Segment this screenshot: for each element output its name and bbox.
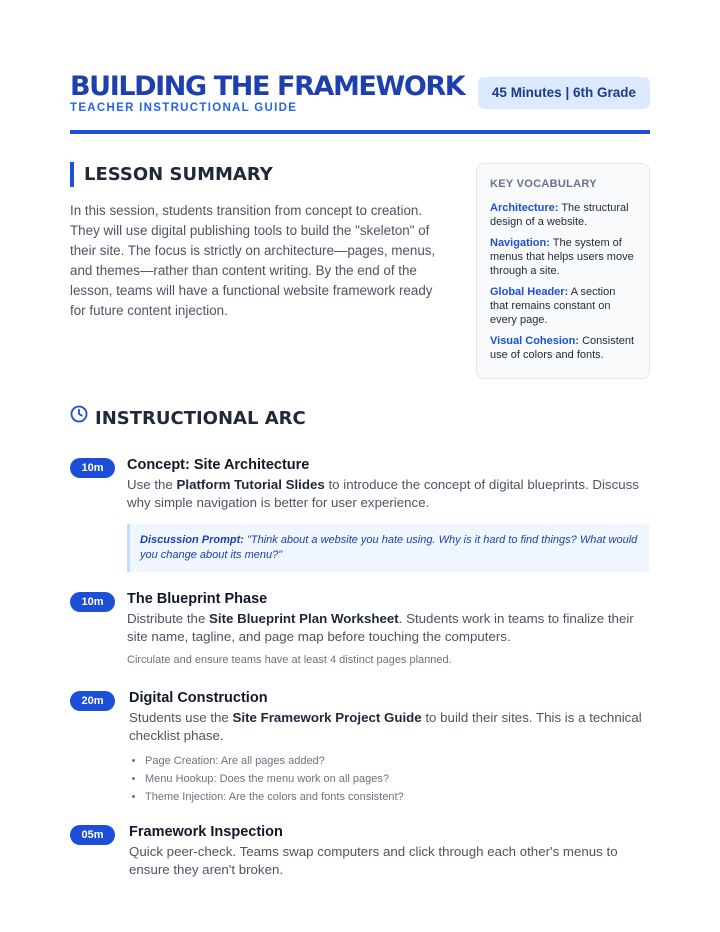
key-vocabulary-panel xyxy=(476,163,650,379)
time-pill: 10m xyxy=(70,592,115,612)
instructional-arc-title: INSTRUCTIONAL ARC xyxy=(95,408,306,429)
vocabulary-definition: Consistent use of colors and fonts. xyxy=(490,335,635,361)
vocabulary-definition: A section that remains constant on every page. xyxy=(490,286,616,326)
checklist-item: • Menu Hookup: Does the menu work on all pages? xyxy=(145,770,650,788)
step-description: Use the Platform Tutorial Slides to introduce the concept of digital blueprints. Discuss why simple navigation is better for user experience. xyxy=(127,477,639,510)
page-header xyxy=(70,72,650,134)
page-title: BUILDING THE FRAMEWORK xyxy=(70,71,465,102)
resource-name: Site Framework Project Guide xyxy=(232,710,422,725)
step-heading: Concept: Site Architecture xyxy=(127,457,310,473)
step-heading: Digital Construction xyxy=(129,690,268,706)
duration-grade-badge: 45 Minutes | 6th Grade xyxy=(478,77,650,109)
clock-icon xyxy=(70,405,88,431)
checklist xyxy=(129,752,650,806)
step-description: Distribute the Site Blueprint Plan Worksheet. Students work in teams to finalize their site name, tagline, and page map before touching the computers. xyxy=(127,611,634,644)
vocabulary-item xyxy=(490,285,636,327)
vocabulary-definition: The system of menus that helps users move through a site. xyxy=(490,237,634,277)
time-pill: 20m xyxy=(70,691,115,711)
step-body xyxy=(127,590,650,668)
page-subtitle: TEACHER INSTRUCTIONAL GUIDE xyxy=(70,102,298,114)
discussion-prompt xyxy=(127,524,649,572)
vocabulary-definition: The structural design of a website. xyxy=(490,202,629,228)
checklist-item: • Theme Injection: Are the colors and fonts consistent? xyxy=(145,788,650,806)
vocabulary-item xyxy=(490,334,636,362)
resource-name: Site Blueprint Plan Worksheet xyxy=(209,611,399,626)
step-body xyxy=(129,823,650,879)
step-heading: The Blueprint Phase xyxy=(127,591,268,607)
resource-name: Platform Tutorial Slides xyxy=(176,477,325,492)
vocabulary-title: KEY VOCABULARY xyxy=(490,178,597,190)
instructional-arc-heading xyxy=(70,406,306,432)
step-note: Circulate and ensure teams have at least 4 distinct pages planned. xyxy=(127,654,452,666)
time-pill: 10m xyxy=(70,458,115,478)
vocabulary-item xyxy=(490,236,636,278)
discussion-prompt-label: Discussion Prompt: xyxy=(140,534,244,546)
lesson-summary-text: In this session, students transition from concept to creation. They will use digital publishing tools to build the "skeleton" of their site. The focus is strictly on architecture—pages, menus, and themes—rather than content writing. By the end of the lesson, teams will have a functional website framework ready for future content injection. xyxy=(70,203,436,318)
vocabulary-term: Architecture: xyxy=(490,202,559,214)
step-body xyxy=(129,689,650,806)
discussion-prompt-text: "Think about a website you hate using. Why is it hard to find things? What would you change about its menu?" xyxy=(140,534,638,561)
lesson-page xyxy=(70,0,650,932)
vocabulary-term: Global Header: xyxy=(490,286,569,298)
vocabulary-term: Navigation: xyxy=(490,237,550,249)
step-description: Quick peer-check. Teams swap computers and click through each other's menus to ensure they aren't broken. xyxy=(129,844,618,877)
step-description: Students use the Site Framework Project Guide to build their sites. This is a technical checklist phase. xyxy=(129,710,642,743)
time-pill: 05m xyxy=(70,825,115,845)
lesson-summary-heading: LESSON SUMMARY xyxy=(70,162,273,187)
checklist-item: • Page Creation: Are all pages added? xyxy=(145,752,650,770)
vocabulary-term: Visual Cohesion: xyxy=(490,335,580,347)
vocabulary-item xyxy=(490,201,636,229)
step-body xyxy=(127,456,650,572)
step-heading: Framework Inspection xyxy=(129,824,283,840)
